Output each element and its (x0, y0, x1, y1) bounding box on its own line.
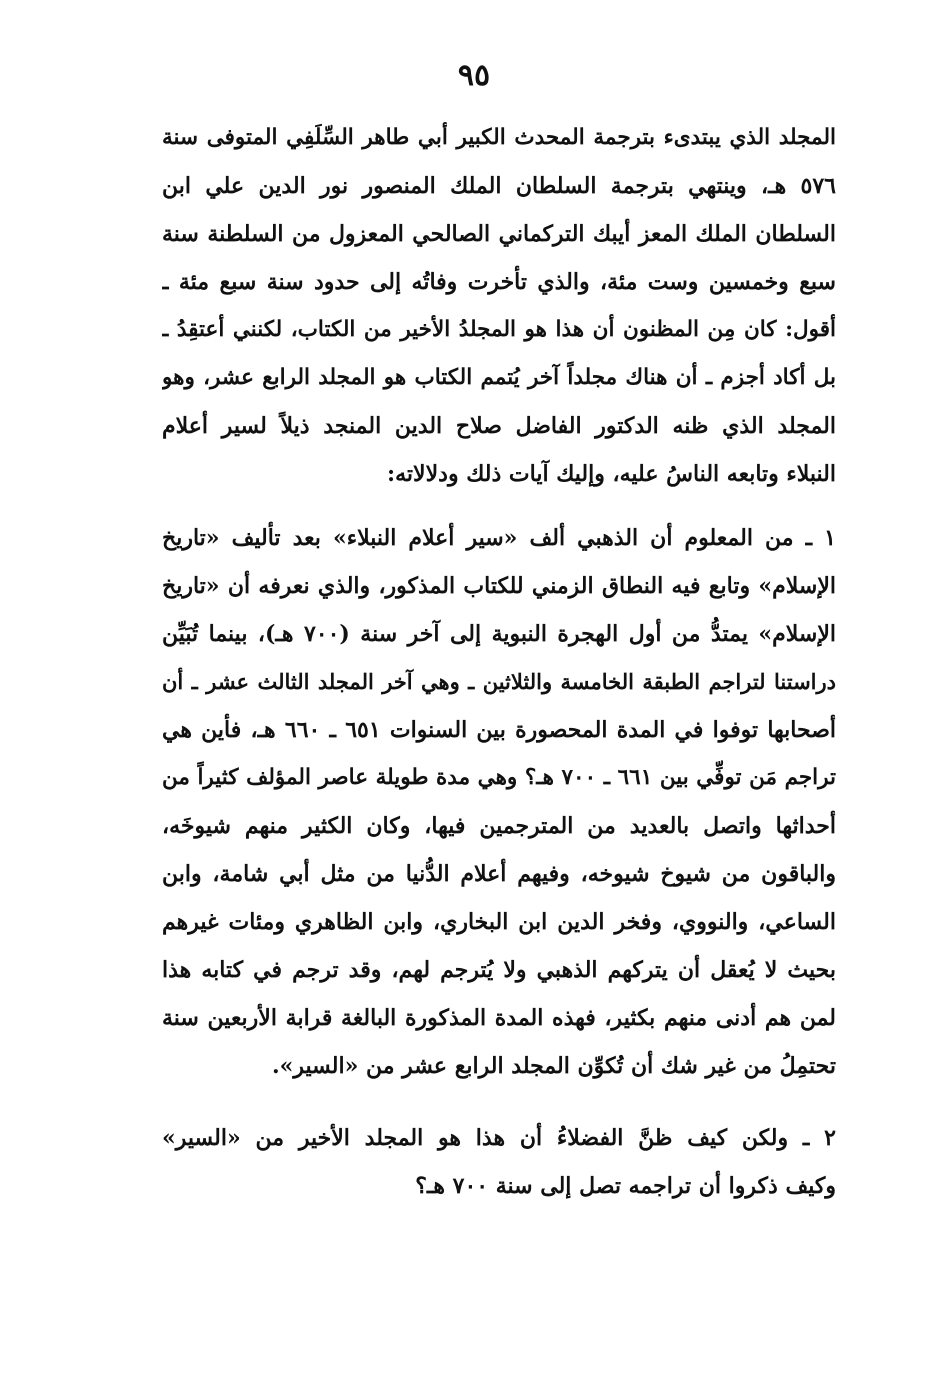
text-line: دراستنا لتراجم الطبقة الخامسة والثلاثين ـ وهي آخر المجلد الثالث عشر ـ أن (162, 669, 836, 694)
page-number: ٩٥ (457, 58, 491, 93)
text-line: بل أكاد أجزم ـ أن هناك مجلداً آخر يُتمم الكتاب هو المجلد الرابع عشر، وهو (162, 365, 836, 390)
paragraph-3 (162, 1114, 836, 1210)
text-line: أصحابها توفوا في المدة المحصورة بين السنوات ٦٥١ ـ ٦٦٠ هـ، فأين هي (162, 717, 836, 743)
text-line: الإسلام» وتابع فيه النطاق الزمني للكتاب المذكور، والذي نعرفه أن «تاريخ (162, 573, 836, 599)
text-line: ١ ـ من المعلوم أن الذهبي ألف «سير أعلام النبلاء» بعد تأليف «تاريخ (162, 525, 836, 551)
text-line: بحيث لا يُعقل أن يتركهم الذهبي ولا يُترجم لهم، وقد ترجم في كتابه هذا (162, 957, 836, 983)
text-line: المجلد الذي ظنه الدكتور الفاضل صلاح الدين المنجد ذيلاً لسير أعلام (162, 413, 836, 439)
paragraph-2 (162, 514, 836, 1090)
text-line: النبلاء وتابعه الناسُ عليه، وإليك آيات ذلك ودلالاته: (387, 461, 836, 487)
text-line: الإسلام» يمتدُّ من أول الهجرة النبوية إلى آخر سنة (٧٠٠ هـ)، بينما تُبَيِّن (162, 621, 836, 647)
text-line: الساعي، والنووي، وفخر الدين ابن البخاري، وابن الظاهري ومئات غيرهم (162, 909, 836, 935)
text-line: تراجم مَن توفِّي بين ٦٦١ ـ ٧٠٠ هـ؟ وهي مدة طويلة عاصر المؤلف كثيراً من (162, 765, 836, 790)
text-line: والباقون من شيوخ شيوخه، وفيهم أعلام الدُّنيا من مثل أبي شامة، وابن (162, 861, 836, 887)
text-line: وكيف ذكروا أن تراجمه تصل إلى سنة ٧٠٠ هـ؟ (415, 1173, 836, 1199)
text-line: لمن هم أدنى منهم بكثير، فهذه المدة المذكورة البالغة قرابة الأربعين سنة (162, 1005, 836, 1031)
text-line: سبع وخمسين وست مئة، والذي تأخرت وفاتُه إلى حدود سنة سبع مئة ـ (162, 269, 836, 295)
text-line: ٢ ـ ولكن كيف ظنَّ الفضلاءُ أن هذا هو المجلد الأخير من «السير» (162, 1125, 836, 1151)
text-line: ٥٧٦ هـ، وينتهي بترجمة السلطان الملك المنصور نور الدين علي ابن (162, 173, 836, 199)
text-line: أحداثها واتصل بالعديد من المترجمين فيها، وكان الكثير منهم شيوخَه، (162, 813, 836, 839)
text-line: السلطان الملك المعز أيبك التركماني الصالحي المعزول من السلطنة سنة (162, 221, 836, 247)
paragraph-1 (162, 114, 836, 498)
text-line: المجلد الذي يبتدىء بترجمة المحدث الكبير أبي طاهر السِّلَفِي المتوفى سنة (162, 125, 836, 150)
text-line: أقول: كان مِن المظنون أن هذا هو المجلدُ الأخير من الكتاب، لكنني أعتقِدُ ـ (162, 317, 836, 342)
text-line: تحتمِلُ من غير شك أن تُكوِّن المجلد الرابع عشر من «السير». (271, 1053, 836, 1079)
